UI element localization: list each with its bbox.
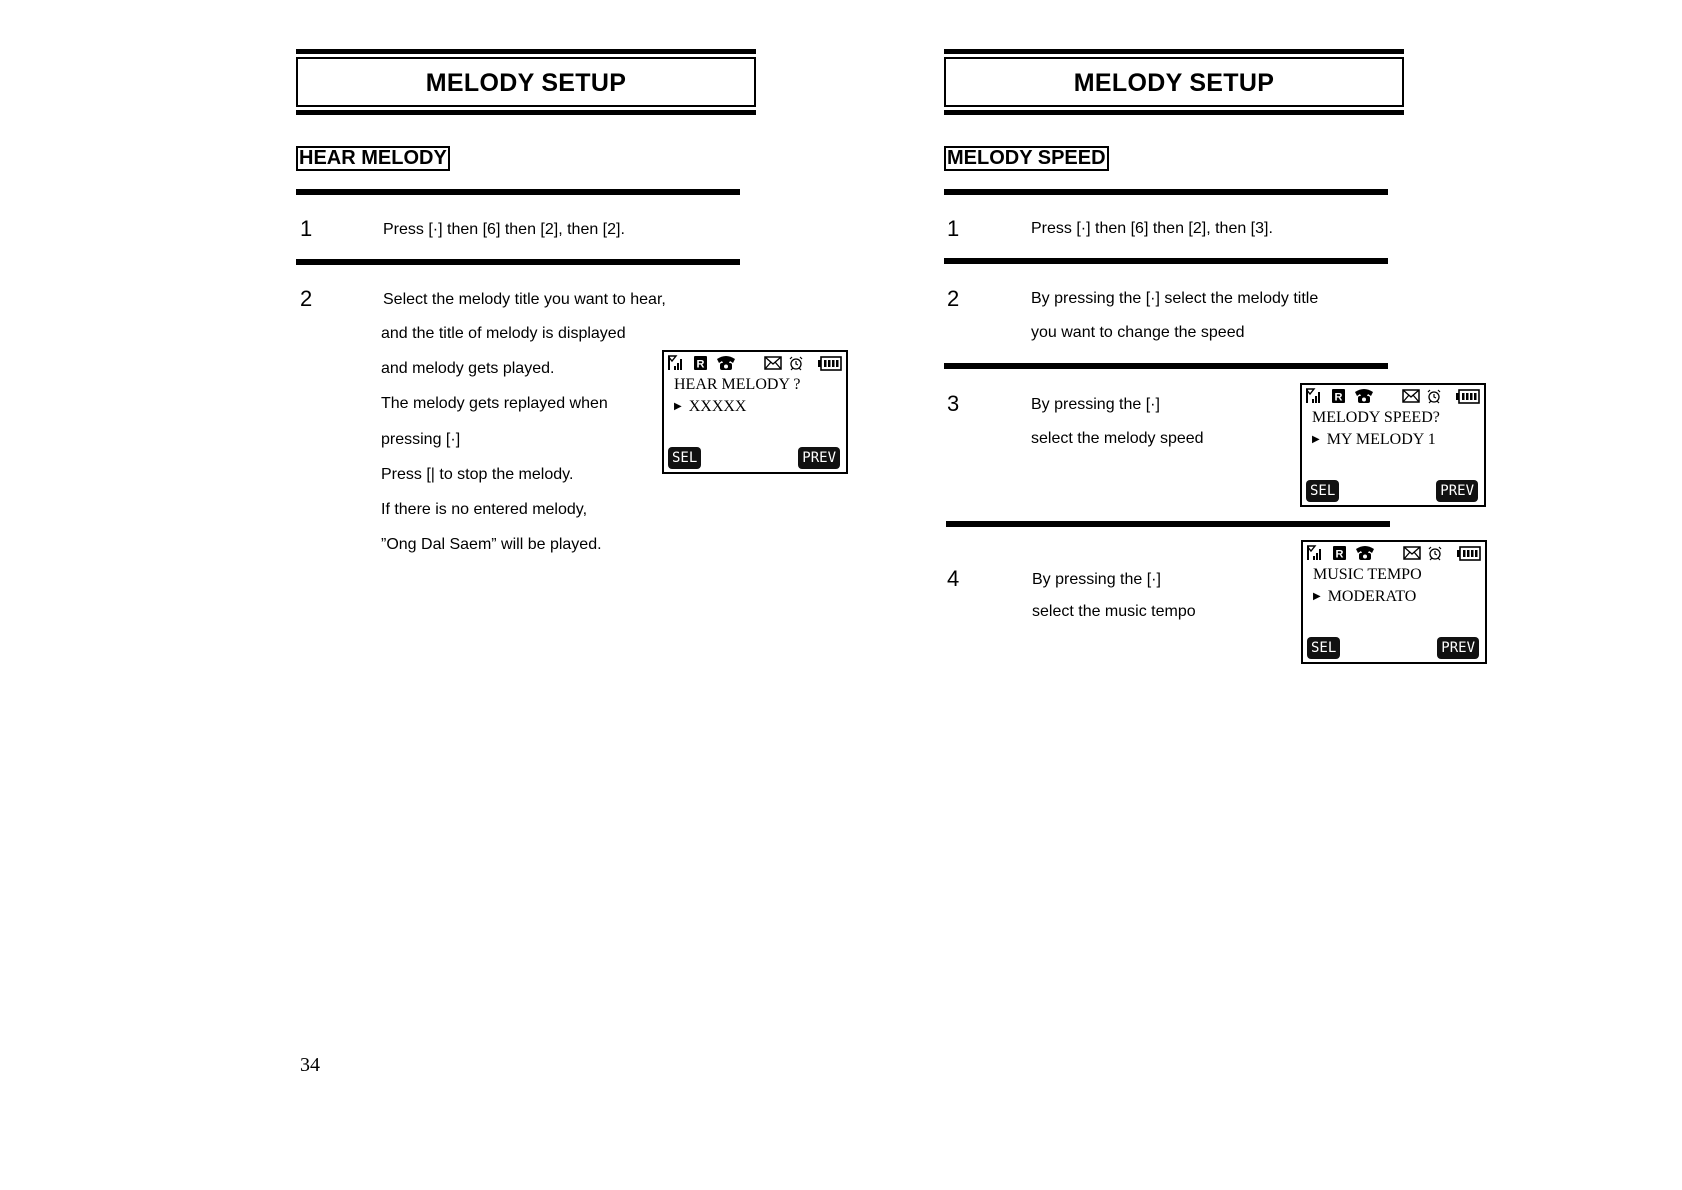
status-bar [1306, 387, 1480, 407]
step-number: 2 [300, 286, 313, 311]
screen-line-1: MUSIC TEMPO [1313, 566, 1422, 583]
divider [296, 259, 740, 265]
battery-icon [1456, 387, 1480, 405]
alarm-icon [1427, 544, 1443, 562]
step-text: Select the melody title you want to hear, [383, 291, 666, 308]
arrow-icon: ▶ [1313, 591, 1321, 602]
divider [296, 189, 740, 195]
status-bar [668, 354, 842, 374]
screen-line-2 [1312, 431, 1436, 449]
divider [944, 258, 1388, 264]
signal-icon [668, 354, 684, 372]
sel-softkey: SEL [1306, 480, 1339, 502]
arrow-icon: ▶ [674, 401, 682, 412]
alarm-icon [1426, 387, 1442, 405]
left-title-banner [296, 49, 756, 117]
step-text: you want to change the speed [1031, 324, 1245, 341]
step-number: 1 [947, 216, 960, 241]
phone-icon [1354, 387, 1374, 405]
divider [944, 363, 1388, 369]
step-text: select the melody speed [1031, 430, 1204, 447]
screen-line-2 [1313, 588, 1416, 606]
screen-line-2-text: MODERATO [1327, 588, 1417, 605]
right-title-banner [944, 49, 1404, 117]
step-number: 1 [300, 216, 313, 241]
sel-softkey: SEL [668, 447, 701, 469]
step-number: 3 [947, 391, 960, 416]
step-text: ”Ong Dal Saem” will be played. [381, 536, 602, 553]
section-label-melody-speed: MELODY SPEED [944, 146, 1109, 171]
envelope-icon [1402, 387, 1420, 405]
step-number: 2 [947, 286, 960, 311]
page-number: 34 [300, 1054, 320, 1076]
prev-softkey: PREV [798, 447, 840, 469]
step-text: By pressing the [·] select the melody title [1031, 290, 1319, 307]
step-text: Press [·] then [6] then [2], then [3]. [1031, 220, 1273, 237]
screen-line-1: MELODY SPEED? [1312, 409, 1440, 426]
status-bar [1307, 544, 1481, 564]
signal-icon [1306, 387, 1322, 405]
roaming-icon [694, 354, 708, 372]
phone-icon [716, 354, 736, 372]
step-text: If there is no entered melody, [381, 501, 588, 518]
phone-screen-melody-speed [1300, 383, 1486, 507]
divider [946, 521, 1390, 527]
step-text: By pressing the [·] [1031, 396, 1160, 413]
roaming-icon [1333, 544, 1347, 562]
prev-softkey: PREV [1436, 480, 1478, 502]
step-text: By pressing the [·] [1032, 571, 1161, 588]
sel-softkey: SEL [1307, 637, 1340, 659]
step-text: The melody gets replayed when [381, 395, 608, 412]
signal-icon [1307, 544, 1323, 562]
page-title: MELODY SETUP [425, 68, 627, 97]
step-number: 4 [947, 566, 960, 591]
step-text: and melody gets played. [381, 360, 555, 377]
alarm-icon [788, 354, 804, 372]
screen-line-2-text: XXXXX [688, 398, 747, 415]
step-text: Press [| to stop the melody. [381, 466, 574, 483]
section-label-hear-melody: HEAR MELODY [296, 146, 450, 171]
screen-line-2 [674, 398, 746, 416]
envelope-icon [764, 354, 782, 372]
step-text: pressing [·] [381, 431, 461, 448]
phone-icon [1355, 544, 1375, 562]
step-text: and the title of melody is displayed [381, 325, 626, 342]
svg-text:R: R [1334, 391, 1343, 404]
screen-line-2-text: MY MELODY 1 [1326, 431, 1436, 448]
divider [944, 189, 1388, 195]
page-title: MELODY SETUP [1073, 68, 1275, 97]
phone-screen-hear-melody [662, 350, 848, 474]
roaming-icon [1332, 387, 1346, 405]
phone-screen-music-tempo [1301, 540, 1487, 664]
envelope-icon [1403, 544, 1421, 562]
svg-text:R: R [1335, 548, 1344, 561]
prev-softkey: PREV [1437, 637, 1479, 659]
battery-icon [818, 354, 842, 372]
screen-line-1: HEAR MELODY ? [674, 376, 801, 393]
battery-icon [1457, 544, 1481, 562]
arrow-icon: ▶ [1312, 434, 1320, 445]
svg-text:R: R [696, 358, 705, 371]
step-text: select the music tempo [1032, 603, 1196, 620]
step-text: Press [·] then [6] then [2], then [2]. [383, 221, 625, 238]
